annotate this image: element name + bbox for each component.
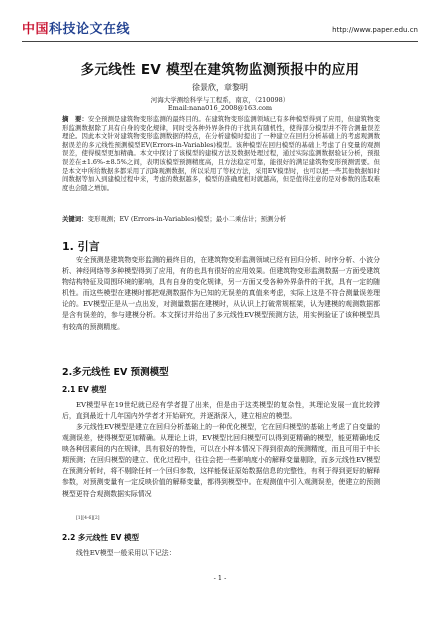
paper-affiliation: 河海大学测绘科学与工程系，南京，（210098） bbox=[150, 96, 290, 104]
abstract-label: 摘 要： bbox=[62, 115, 88, 123]
section-2-heading: 2.多元线性 EV 预测模型 bbox=[62, 367, 169, 378]
keywords-label: 关键词： bbox=[62, 215, 88, 223]
site-url-link[interactable]: http://www.paper.edu.cn bbox=[332, 26, 418, 34]
abstract bbox=[62, 115, 380, 192]
keywords-text: 变形观测；EV (Errors-in-Variables)模型；最小二乘估计；预测分析 bbox=[87, 215, 287, 223]
section-2-1-paragraph-1: EV模型早在19世纪就已经有学者提了出来，但是由于这类模型的复杂性，其理论发展一直比较滞后，直到最近十几年国内外学者才开始研究，并逐渐深入，建立相应的模型。 bbox=[62, 401, 380, 421]
section-2-2-paragraph: 线性EV模型一般采用以下记法： bbox=[76, 549, 176, 557]
page-number: - 1 - bbox=[213, 574, 227, 582]
site-logo[interactable] bbox=[22, 18, 130, 37]
abstract-text: 安全预测是建筑物变形监测的最终目的。在建筑物变形监测领域已有多种模型得到了应用，但建筑物变形监测数据除了具有自身的变化规律，同时受各种外界条件的干扰具有随机性，使得部分模型并不符合测量误差理论。因此本文针对建筑物变形监测数据的特点，在分析建模时提出了一种建立在回归分析基础上的考虑观测数据误差的多元线性预测模型EV(Errors-in-Variables)模型。该种模型在回归模型的基础上考虑了自变量的观测误差，使得模型更加精确。本文中探讨了该模型的建模方法及数据处理过程，通过实际监测数据验证分析，预报误差在±1.6%-±8.5%之间，表明该模型预测精度高，且方法稳定可靠，能很好的满足建筑物变形预测需要。但是本文中所给数据多都采用了沉降观测数据，所以采用了等权方法，采用EV模型时，也可以把一些其他数据如时间数据等加入到建模过程中来，考虑的数据越多，模型的准确度相对就越高，但是值得注意的是对参数的选取难度也会随之增加。 bbox=[62, 115, 380, 192]
paper-title: 多元线性 EV 模型在建筑物监测预报中的应用 bbox=[80, 62, 360, 78]
section-2-1-heading: 2.1 EV 模型 bbox=[62, 385, 107, 394]
section-2-2-heading: 2.2 多元线性 EV 模型 bbox=[62, 533, 140, 542]
keywords bbox=[62, 215, 380, 224]
logo-blue-text: 科技论文在线 bbox=[49, 22, 131, 37]
reference-markers: [1][4-6][2] bbox=[76, 516, 100, 521]
logo-red-text: 中国 bbox=[22, 22, 50, 37]
section-1-paragraph: 安全预测是建筑物变形监测的最终目的，在建筑物变形监测领域已经有回归分析、时序分析、小波分析、神经网络等多种模型得到了应用，有的也具有很好的应用效果。但建筑物变形监测数据一方面受建筑物结构特征及周围环境的影响，具有自身的变化规律，另一方面又受各种外界条件的干扰，具有一定的随机性。而这些模型在建模时都把观测数据作为已知的无误差的真值来考虑，实际上这是不符合测量误差理论的。EV模型正是从一点出发，对测量数据在建模时，从认识上打破常规框架，认为建模的观测数据都是含有误差的，参与建模分析。本文探讨并给出了多元线性EV模型预测方法，用实例验证了该种模型具有较高的预测精度。 bbox=[62, 256, 380, 331]
section-1-heading: 1. 引言 bbox=[62, 240, 100, 253]
paper-email[interactable]: Email:nana016_2008@163.com bbox=[167, 104, 273, 112]
page-header bbox=[22, 16, 418, 42]
paper-authors: 徐景欣，章黎明 bbox=[192, 83, 248, 92]
section-2-1-paragraph-2: 多元线性EV模型是建立在回归分析基础上的一种优化模型，它在回归模型的基础上考虑了自变量的观测误差，使得模型更加精确。从理论上讲，EV模型比回归模型可以得到更精确的模型，能更精确地反映各种因素间的内在规律，具有很好的特性，可以在小样本情况下得到很高的预测精度，而且可用于中长期预测；在回归模型的建立、优化过程中，往往会把一些影响度小的解释变量剔除，而多元线性EV模型在预测分析时，将不剔除任何一个回归参数，这样能保证原始数据信息的完整性，有利于得到更好的解释参数，对预测变量有一定反映价值的解释变量，都得到模型中。在观测值中引入观测误差，使建立的预测模型更符合观测数据实际情况 bbox=[62, 423, 380, 498]
